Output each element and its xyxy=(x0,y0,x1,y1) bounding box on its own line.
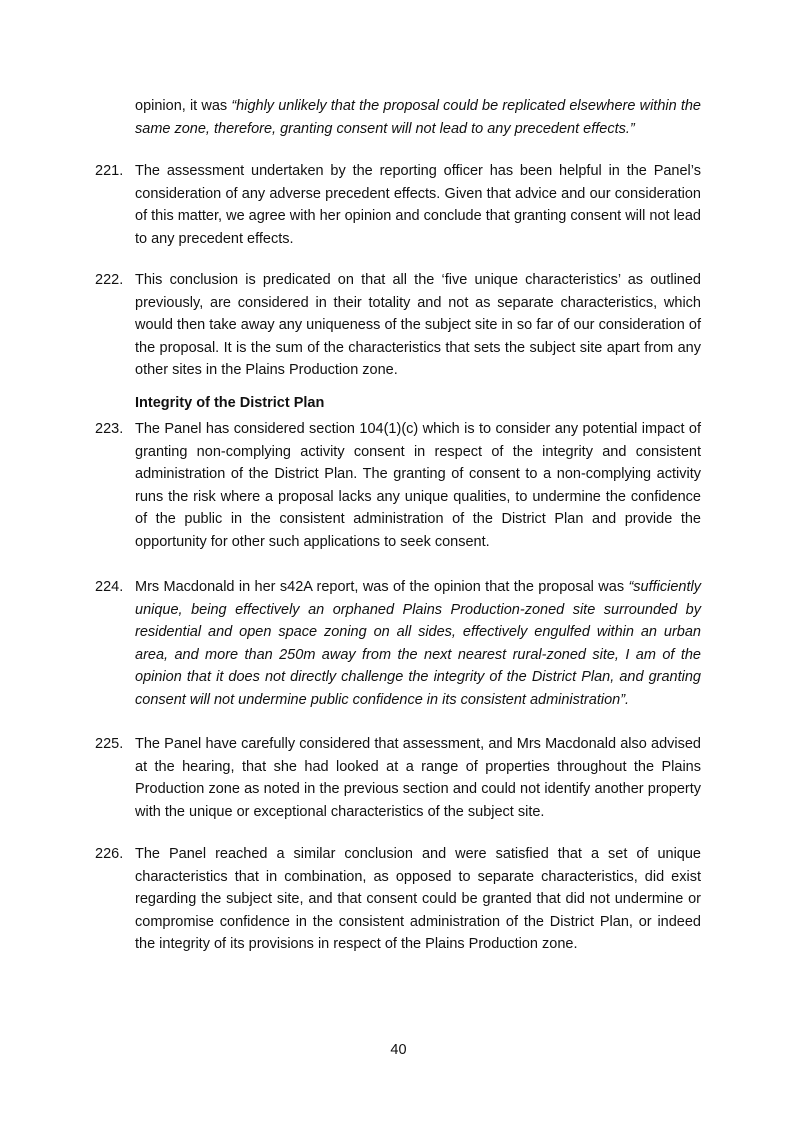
paragraph-body: The Panel have carefully considered that assessment, and Mrs Macdonald also advised at the hearing, that she had looked at a range of properties throughout the Plains Production zone as noted in the previous section and could not identify another property with the unique or exceptional characteristics of the subject site. xyxy=(135,736,701,820)
paragraph-223 xyxy=(95,418,701,554)
paragraph-number: 222. xyxy=(95,272,124,288)
paragraph-quote: “highly unlikely that the proposal could be replicated elsewhere within the same zone, therefore, granting consent will not lead to any precedent effects.” xyxy=(135,98,701,137)
paragraph-body: The assessment undertaken by the reporting officer has been helpful in the Panel’s consideration of any adverse precedent effects. Given that advice and our consideration of this matter, we agree with her opinion and conclude that granting consent will not lead to any precedent effects. xyxy=(135,163,701,247)
paragraph-number: 225. xyxy=(95,736,124,752)
paragraph-body: This conclusion is predicated on that all the ‘five unique characteristics’ as outlined previously, are considered in their totality and not as separate characteristics, which would then take away any uniqueness of the subject site in so far of our consideration of the proposal. It is the sum of the characteristics that sets the subject site apart from any other sites in the Plains Production zone. xyxy=(135,272,701,379)
paragraph-224 xyxy=(95,576,701,712)
section-heading: Integrity of the District Plan xyxy=(135,395,325,411)
paragraph-221 xyxy=(95,160,701,250)
paragraph-number: 223. xyxy=(95,421,124,437)
paragraph-220-continued xyxy=(95,95,701,140)
page-number: 40 xyxy=(390,1042,407,1058)
paragraph-body: The Panel reached a similar conclusion and were satisfied that a set of unique characteristics that in combination, as opposed to separate characteristics, did exist regarding the subject site, and that consent could be granted that did not undermine or compromise confidence in the consistent administration of the District Plan, or indeed the integrity of its provisions in respect of the Plains Production zone. xyxy=(135,846,701,953)
paragraph-lead: opinion, it was xyxy=(135,98,232,114)
paragraph-226 xyxy=(95,843,701,956)
paragraph-body xyxy=(135,576,701,712)
paragraph-number: 221. xyxy=(95,163,124,179)
paragraph-lead: Mrs Macdonald in her s42A report, was of the opinion that the proposal was xyxy=(135,579,629,595)
paragraph-body: The Panel has considered section 104(1)(c) which is to consider any potential impact of granting non-complying activity consent in respect of the integrity and consistent administration of the District Plan. The granting of consent to a non-complying activity runs the risk where a proposal lacks any unique qualities, to undermine the confidence of the public in the consistent administration of the District Plan and provide the opportunity for other such applications to seek consent. xyxy=(135,421,701,550)
paragraph-body xyxy=(135,95,701,140)
paragraph-222 xyxy=(95,269,701,382)
paragraph-225 xyxy=(95,733,701,823)
paragraph-number: 226. xyxy=(95,846,124,862)
paragraph-quote: “sufficiently unique, being effectively an orphaned Plains Production-zoned site surrounded by residential and open space zoning on all sides, effectively engulfed within an urban area, and more than 250m away from the next nearest rural-zoned site, I am of the opinion that it does not directly challenge the integrity of the District Plan, and granting consent will not undermine public confidence in its consistent administration”. xyxy=(135,579,701,708)
paragraph-number: 224. xyxy=(95,579,124,595)
